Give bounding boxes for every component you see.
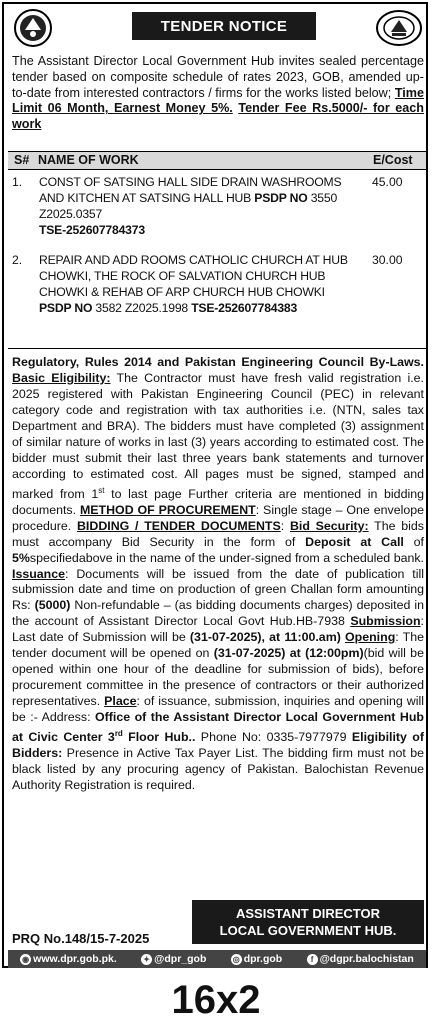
method-text: : Single stage – One envelope procedure. bbox=[12, 502, 425, 533]
tender-fee: Tender Fee Rs.5000/- for each work bbox=[12, 101, 424, 132]
social-twitter[interactable] bbox=[141, 953, 206, 965]
psdp-value: 3582 Z2025.1998 bbox=[92, 301, 192, 315]
col-sno: S# bbox=[14, 153, 30, 167]
social-website[interactable] bbox=[20, 953, 117, 965]
separator: : bbox=[280, 518, 290, 533]
intro-paragraph bbox=[12, 54, 424, 133]
social-instagram[interactable] bbox=[231, 953, 283, 965]
col-cost: E/Cost bbox=[373, 153, 413, 167]
phone-number: Phone No: 0335-7977979 bbox=[195, 730, 352, 745]
table-row bbox=[12, 174, 424, 248]
table-header bbox=[8, 151, 426, 170]
signatory-box bbox=[192, 900, 424, 944]
basic-eligibility-label: Basic Eligibility: bbox=[12, 370, 111, 385]
social-bar bbox=[8, 950, 426, 968]
estimated-cost: 45.00 bbox=[372, 175, 403, 189]
tender-notice bbox=[2, 2, 428, 968]
terms-paragraph bbox=[12, 355, 424, 794]
government-seal-icon bbox=[374, 8, 424, 48]
superscript: st bbox=[98, 485, 105, 495]
tse-number: TSE-252607784373 bbox=[39, 223, 145, 237]
eligibility-bidders-label: Eligibility of Bidders: bbox=[12, 730, 424, 761]
opening-text: : The tender document will be opened on bbox=[12, 630, 425, 661]
globe-icon: ◉ bbox=[20, 954, 31, 965]
signatory-office: LOCAL GOVERNMENT HUB. bbox=[219, 923, 397, 938]
intro-text: The Assistant Director Local Government Hub invites sealed percentage tender based on composite schedule of rates 2023, GOB, amended up-to-date from interested contractors / firms for the works listed below; bbox=[12, 54, 424, 100]
psdp-label: PSDP NO bbox=[254, 191, 308, 205]
signatory-title: ASSISTANT DIRECTOR bbox=[236, 906, 380, 921]
social-text: @dpr_gob bbox=[154, 953, 207, 965]
time-limit: Time Limit 06 Month, Earnest Money 5%. bbox=[12, 85, 424, 116]
issuance-text: : Documents will be issued from the date of publication till submission date and time on production of green Challan form amounting Rs: bbox=[12, 566, 424, 613]
twitter-icon: ✦ bbox=[141, 954, 152, 965]
social-text: dpr.gob bbox=[243, 953, 283, 965]
psdp-value: 3550 Z2025.0357 bbox=[39, 191, 338, 221]
opening-details: (bid will be opened within one hour of the deadline for submission of bids), before procurement committee in the presence of contractors or their authorized representatives. bbox=[12, 646, 424, 709]
method-label: METHOD OF PROCUREMENT bbox=[79, 502, 256, 517]
page-title: TENDER NOTICE bbox=[132, 12, 316, 40]
work-description bbox=[39, 174, 354, 238]
work-name: REPAIR AND ADD ROOMS CATHOLIC CHURCH AT HUB CHOWKI, THE ROCK OF SALVATION CHURCH HUB CHOWKI & REHAB OF ARP CHURCH HUB CHOWKI bbox=[39, 253, 348, 299]
bidding-docs-label: BIDDING / TENDER DOCUMENTS bbox=[76, 518, 281, 533]
place-label: Place bbox=[104, 694, 137, 709]
floor-text: Floor Hub.. bbox=[122, 730, 196, 745]
deposit-text: Deposit at Call bbox=[305, 534, 404, 549]
regulatory-text: Regulatory, Rules 2014 and Pakistan Engineering Council By-Laws. bbox=[12, 355, 424, 369]
estimated-cost: 30.00 bbox=[372, 253, 403, 267]
balochistan-emblem-icon bbox=[12, 8, 54, 48]
ad-size-label: 16x2 bbox=[171, 978, 261, 1022]
prq-number: PRQ No.148/15-7-2025 bbox=[12, 931, 150, 946]
col-name-of-work: NAME OF WORK bbox=[38, 153, 139, 167]
row-number: 2. bbox=[12, 253, 23, 267]
basic-eligibility-text: The Contractor must have fresh valid registration i.e. 2025 registered with Pakistan Engineering Council (PEC) in relevant category code and registration with tax authorities i.e. (NTN, sales tax Department and BRA). The bidders must have completed (3) assignment of similar nature of works in last (3) years according to estimated cost. The bidder must submit their last three years bank statements and turnover according to estimated cost. All pages must be signed, stamped and marked from 1 bbox=[12, 370, 424, 501]
social-text: www.dpr.gob.pk. bbox=[33, 953, 117, 965]
submission-text: : Last date of Submission will be bbox=[12, 614, 424, 645]
specified-text: specifiedabove in the name of the under-signed from a scheduled bank. bbox=[29, 550, 424, 565]
psdp-label: PSDP NO bbox=[39, 301, 93, 315]
issuance-label: Issuance bbox=[12, 566, 66, 581]
social-text: @dgpr.balochistan bbox=[319, 953, 414, 965]
eligibility-bidders-text: Presence in Active Tax Payer List. The bidding firm must not be black listed by any procuring agency of Pakistan. Balochistan Revenue Authority Registration is required. bbox=[12, 746, 424, 793]
submission-label: Submission bbox=[350, 614, 421, 629]
work-description bbox=[39, 252, 354, 316]
connector: of bbox=[403, 534, 424, 549]
office-address: Office of the Assistant Director Local Government Hub at Civic Center 3 bbox=[12, 710, 424, 745]
bid-security-label: Bid Security: bbox=[289, 518, 369, 533]
work-name: CONST OF SATSING HALL SIDE DRAIN WASHROOMS AND KITCHEN AT SATSING HALL HUB bbox=[39, 175, 342, 205]
table-row bbox=[12, 252, 424, 342]
bid-security-text: The bids must accompany Bid Security in the form of bbox=[12, 518, 424, 549]
social-facebook[interactable] bbox=[307, 953, 414, 965]
fee-amount: (5000) bbox=[34, 598, 71, 613]
instagram-icon: ◎ bbox=[231, 954, 242, 965]
row-number: 1. bbox=[12, 175, 23, 189]
nonrefundable-text: Non-refundable – (as bidding documents charges) deposited in the account of Assistant Director Local Govt Hub.HB-7938 bbox=[12, 598, 424, 629]
submission-date: (31-07-2025), at 11:00.am) bbox=[189, 630, 341, 645]
opening-label: Opening bbox=[345, 630, 396, 645]
superscript: rd bbox=[114, 729, 123, 739]
tse-number: TSE-252607784383 bbox=[191, 301, 298, 315]
facebook-icon: f bbox=[307, 954, 318, 965]
criteria-text: to last page Further criteria are mentioned in bidding documents. bbox=[12, 486, 424, 517]
place-text: : of issuance, submission, inquiries and opening will be :- Address: bbox=[12, 694, 424, 725]
divider bbox=[8, 348, 426, 349]
opening-date: (31-07-2025) at (12:00pm) bbox=[213, 646, 364, 661]
percent-text: 5% bbox=[12, 550, 30, 565]
